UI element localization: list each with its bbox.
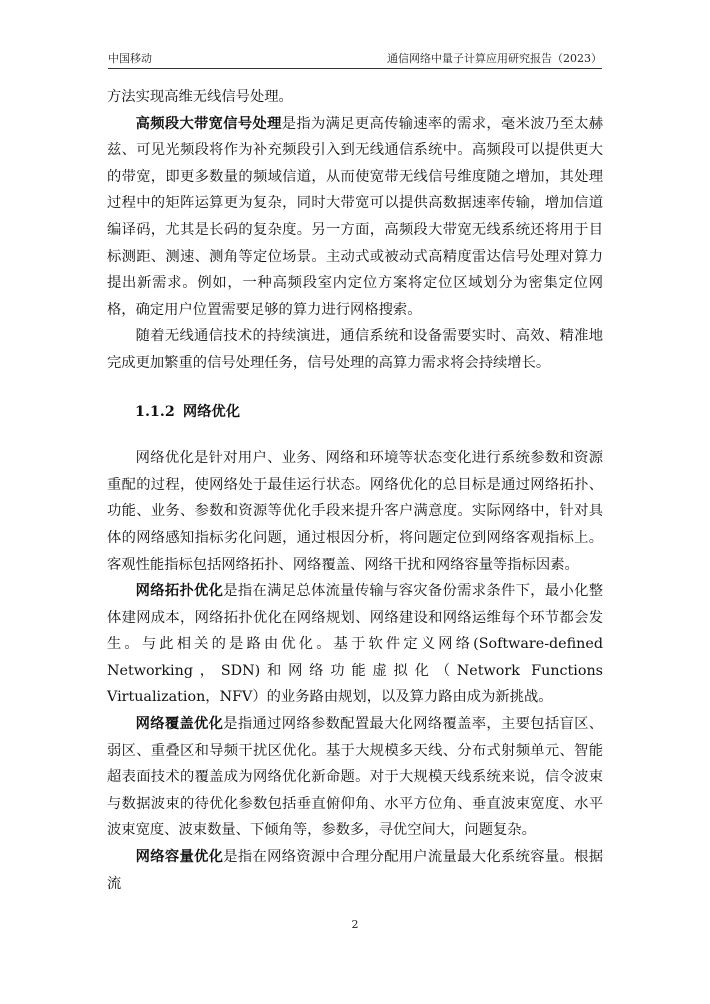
paragraph-text: 是指通过网络参数配置最大化网络覆盖率，主要包括盲区、弱区、重叠区和导频干扰区优化。基于大规模多天线、分布式射频单元、智能超表面技术的覆盖成为网络优化新命题。对于大规模天线系统来说，信令波束与数据波束的待优化参数包括垂直俯仰角、水平方位角、垂直波束宽度、水平波束宽度、波束数量、下倾角等，参数多，寻优空间大，问题复杂。 [107,716,604,839]
page-header [108,50,602,68]
paragraph-evolution: 随着无线通信技术的持续演进，通信系统和设备需要实时、高效、精准地完成更加繁重的信号处理任务，信号处理的高算力需求将会持续增长。 [107,328,603,371]
term-topology: 网络拓扑优化 [135,583,224,600]
header-divider [108,68,602,69]
document-body [107,84,603,897]
section-heading [107,399,603,426]
term-coverage: 网络覆盖优化 [135,716,224,733]
paragraph-topology [107,578,603,711]
paragraph-capacity [107,844,603,897]
paragraph-text: 是指在网络资源中合理分配用户流量最大化系统容量。根据流 [107,849,604,892]
term-high-band-signal: 高频段大带宽信号处理 [135,115,282,132]
header-report-title: 通信网络中量子计算应用研究报告（2023） [387,52,602,65]
paragraph-coverage [107,711,603,844]
paragraph-network-optimization: 网络优化是针对用户、业务、网络和环境等状态变化进行系统参数和资源重配的过程，使网络处于最佳运行状态。网络优化的总目标是通过网络拓扑、功能、业务、参数和资源等优化手段来提升客户满意度。实际网络中，针对具体的网络感知指标劣化问题，通过根因分析，将问题定位到网络客观指标上。客观性能指标包括网络拓扑、网络覆盖、网络干扰和网络容量等指标因素。 [107,450,603,573]
section-title: 网络优化 [182,403,240,420]
term-capacity: 网络容量优化 [135,849,224,866]
paragraph-text: 是指在满足总体流量传输与容灾备份需求条件下，最小化整体建网成本，网络拓扑优化在网络规划、网络建设和网络运维每个环节都会发生。与此相关的是路由优化。基于软件定义网络(Software-defined Networking，SDN)和网络功能虚拟化（Network Functions Virtualization，NFV）的业务路由规划，以及算力路由成为新挑战。 [107,583,604,706]
paragraph-text: 是指为满足更高传输速率的需求，毫米波乃至太赫兹、可见光频段将作为补充频段引入到无线通信系统中。高频段可以提供更大的带宽，即更多数量的频域信道，从而使宽带无线信号维度随之增加，其处理过程中的矩阵运算更为复杂，同时大带宽可以提供高数据速率传输，增加信道编译码，尤其是长码的复杂度。另一方面，高频段大带宽无线系统还将用于目标测距、测速、测角等定位场景。主动式或被动式高精度雷达信号处理对算力提出新需求。例如，一种高频段室内定位方案将定位区域划分为密集定位网格，确定用户位置需要足够的算力进行网格搜索。 [107,115,604,318]
paragraph-continuation: 方法实现高维无线信号处理。 [107,89,293,105]
section-number: 1.1.2 [135,403,175,420]
paragraph-high-band-signal [107,111,603,324]
page-number: 2 [351,918,359,931]
header-org: 中国移动 [108,52,152,65]
